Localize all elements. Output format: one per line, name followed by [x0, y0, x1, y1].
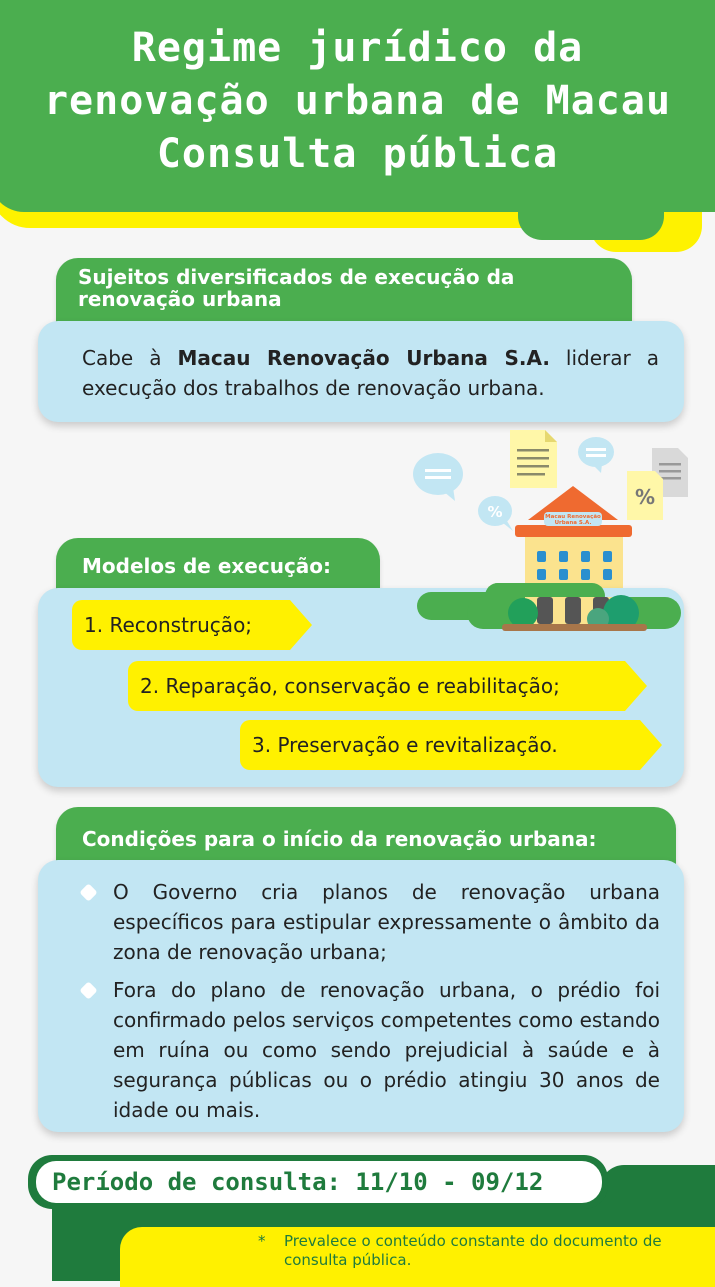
section-tab-models-label: Modelos de execução:: [82, 554, 332, 578]
svg-text:%: %: [634, 485, 656, 509]
chat-bubble-icon: [578, 437, 614, 473]
conditions-list: [78, 877, 660, 1133]
svg-text:Macau Renovação: Macau Renovação: [545, 514, 601, 520]
disclaimer-note: * Prevalece o conteúdo constante do documento de consulta pública.: [258, 1232, 662, 1269]
percent-bubble-icon: [478, 496, 513, 531]
percent-document-icon: [627, 471, 663, 520]
title-line-1: Regime jurídico da: [131, 25, 584, 71]
chat-bubble-icon: [413, 453, 463, 501]
company-name: Macau Renovação Urbana S.A.: [177, 346, 550, 370]
model-item-1: 1. Reconstrução;: [72, 600, 290, 650]
list-item: Fora do plano de renovação urbana, o prédio foi confirmado pelos serviços competentes como estando em ruína ou como sendo prejudicial à saúde e à segurança públicas ou o prédio atingiu 30 anos de idade ou mais.: [78, 975, 660, 1125]
title-line-2: renovação urbana de Macau: [43, 78, 672, 124]
bullet-icon: [79, 981, 97, 999]
svg-text:Urbana S.A.: Urbana S.A.: [554, 520, 592, 526]
page-title: [0, 22, 715, 181]
header-green-tab: [518, 200, 664, 240]
section-tab-executors: [56, 258, 632, 328]
section-tab-conditions-label: Condições para o início da renovação urbana:: [82, 827, 597, 851]
svg-text:%: %: [487, 503, 503, 521]
consultation-period: Período de consulta: 11/10 - 09/12: [36, 1161, 602, 1203]
title-line-3: Consulta pública: [156, 131, 559, 177]
footer-green-corner: [600, 1165, 715, 1205]
bullet-icon: [79, 883, 97, 901]
list-item: O Governo cria planos de renovação urbana específicos para estipular expressamente o âmbito da zona de renovação urbana;: [78, 877, 660, 967]
executors-text: Cabe à Macau Renovação Urbana S.A. liderar a execução dos trabalhos de renovação urbana.: [82, 346, 659, 400]
model-item-2: 2. Reparação, conservação e reabilitação;: [128, 661, 625, 711]
document-icon: [510, 430, 557, 488]
hill-foreground: [417, 583, 685, 631]
model-item-3: 3. Preservação e revitalização.: [240, 720, 640, 770]
section-tab-executors-label: Sujeitos diversificados de execução da renovação urbana: [78, 265, 515, 311]
